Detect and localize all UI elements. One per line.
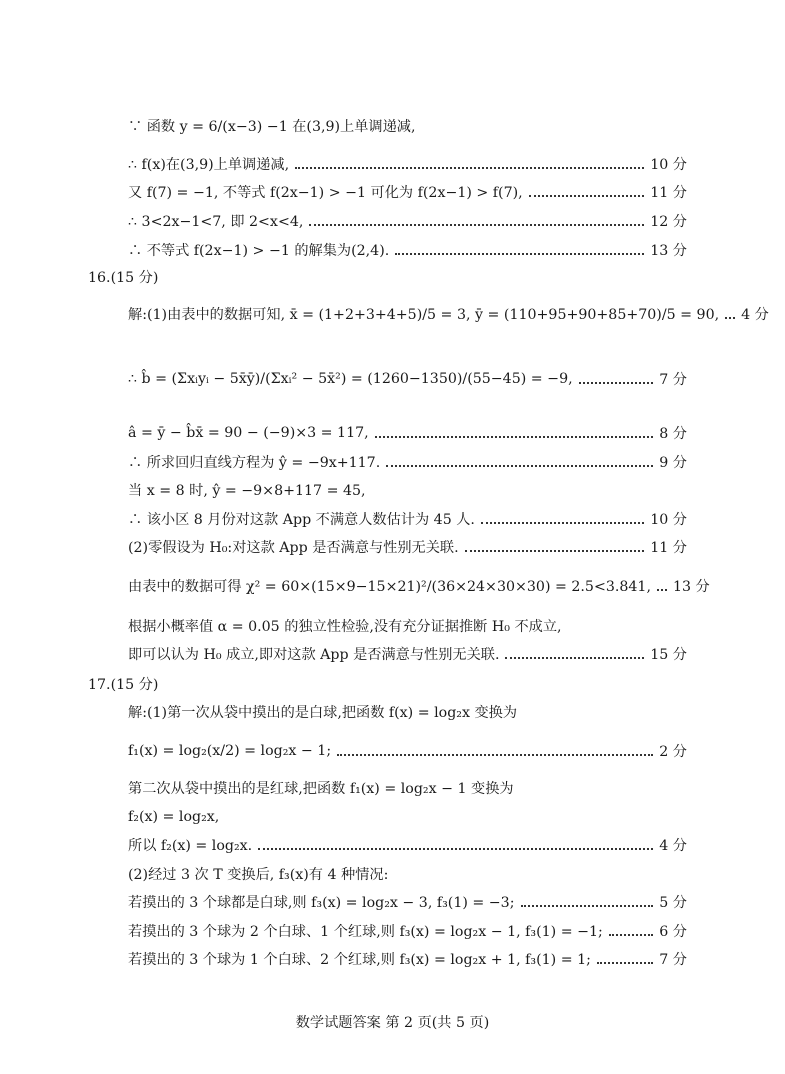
dot-leader — [309, 224, 644, 226]
score-label: 2 分 — [659, 744, 687, 760]
line-15 — [128, 613, 687, 639]
score-label: 5 分 — [659, 895, 687, 911]
line-5 — [128, 237, 687, 263]
score-label: 4 分 — [741, 307, 769, 323]
dot-leader — [609, 934, 653, 936]
score-label: 4 分 — [659, 838, 687, 854]
line-text: ∴ 3<2x−1<7, 即 2<x<4, — [128, 214, 304, 230]
line-1 — [128, 113, 687, 139]
line-text: (2)经过 3 次 T 变换后, f₃(x)有 4 种情况: — [128, 867, 389, 883]
line-text: 若摸出的 3 个球都是白球,则 f₃(x) = log₂x − 3, f₃(1) = −3; — [128, 895, 515, 911]
line-18 — [128, 699, 687, 725]
line-text: ∴ f(x)在(3,9)上单调递减, — [128, 157, 290, 173]
dot-leader — [295, 167, 644, 169]
dot-leader — [521, 905, 654, 907]
score-label: 6 分 — [659, 924, 687, 940]
dot-leader — [481, 522, 644, 524]
line-text: â = ȳ − b̂x̄ = 90 − (−9)×3 = 117, — [128, 425, 369, 441]
line-text: (2)零假设为 H₀:对这款 App 是否满意与性别无关联. — [128, 540, 459, 556]
problem-17-heading — [88, 671, 687, 697]
line-16 — [128, 641, 687, 667]
line-11 — [128, 477, 687, 503]
line-text: ∴ 不等式 f(2x−1) > −1 的解集为(2,4). — [128, 243, 390, 259]
line-text: 第二次从袋中摸出的是红球,把函数 f₁(x) = log₂x − 1 变换为 — [128, 781, 514, 797]
page-footer: 数学试题答案 第 2 页(共 5 页) — [295, 1015, 490, 1031]
line-text: 根据小概率值 α = 0.05 的独立性检验,没有充分证据推断 H₀ 不成立, — [128, 619, 562, 635]
dot-leader — [395, 253, 644, 255]
dot-leader — [505, 657, 644, 659]
score-label: 9 分 — [659, 455, 687, 471]
dot-leader — [529, 195, 645, 197]
line-12 — [128, 506, 687, 532]
line-23 — [128, 861, 687, 887]
line-8 — [128, 366, 687, 392]
score-label: 7 分 — [659, 952, 687, 968]
line-text: 由表中的数据可得 χ² = 60×(15×9−15×21)²/(36×24×30×30) = 2.5<3.841, — [128, 579, 651, 595]
score-label: 8 分 — [659, 426, 687, 442]
line-text: 又 f(7) = −1, 不等式 f(2x−1) > −1 可化为 f(2x−1) > f(7), — [128, 185, 523, 201]
score-label: 11 分 — [650, 540, 687, 556]
line-text: f₂(x) = log₂x, — [128, 809, 220, 825]
dot-leader — [465, 550, 645, 552]
line-9 — [128, 420, 687, 446]
line-22 — [128, 832, 687, 858]
line-text: 17.(15 分) — [88, 677, 159, 693]
line-13 — [128, 534, 687, 560]
score-label: 11 分 — [650, 185, 687, 201]
line-text: 解:(1)第一次从袋中摸出的是白球,把函数 f(x) = log₂x 变换为 — [128, 705, 518, 721]
dot-leader — [258, 848, 653, 850]
line-21 — [128, 804, 687, 830]
score-label: 10 分 — [650, 157, 687, 173]
problem-16-heading — [88, 264, 687, 290]
dot-leader — [337, 754, 653, 756]
score-label: 12 分 — [650, 214, 687, 230]
dot-leader — [579, 382, 654, 384]
line-text: 即可以认为 H₀ 成立,即对这款 App 是否满意与性别无关联. — [128, 647, 500, 663]
line-19 — [128, 738, 687, 764]
line-text: f₁(x) = log₂(x/2) = log₂x − 1; — [128, 743, 332, 759]
score-label: 10 分 — [650, 512, 687, 528]
line-20 — [128, 775, 687, 801]
line-text: 若摸出的 3 个球为 2 个白球、1 个红球,则 f₃(x) = log₂x − 1, f₃(1) = −1; — [128, 924, 603, 940]
line-25 — [128, 918, 687, 944]
dot-leader — [386, 465, 653, 467]
line-text: 所以 f₂(x) = log₂x. — [128, 838, 253, 854]
score-label: 13 分 — [672, 579, 710, 595]
score-label: 15 分 — [650, 647, 687, 663]
line-text: 16.(15 分) — [88, 270, 159, 286]
line-text: 当 x = 8 时, ŷ = −9×8+117 = 45, — [128, 483, 366, 499]
line-24 — [128, 889, 687, 915]
score-label: 13 分 — [650, 243, 687, 259]
dot-leader — [657, 589, 667, 591]
line-10 — [128, 449, 687, 475]
line-text: ∵ 函数 y = 6/(x−3) −1 在(3,9)上单调递减, — [128, 119, 416, 135]
dot-leader — [375, 436, 654, 438]
line-text: 解:(1)由表中的数据可知, x̄ = (1+2+3+4+5)/5 = 3, ȳ = (110+95+90+85+70)/5 = 90, — [128, 307, 720, 323]
line-text: ∴ 所求回归直线方程为 ŷ = −9x+117. — [128, 455, 381, 471]
line-7 — [128, 301, 769, 327]
line-4 — [128, 208, 687, 234]
dot-leader — [725, 317, 735, 319]
line-14 — [128, 573, 710, 599]
line-text: ∴ b̂ = (Σxᵢyᵢ − 5x̄ȳ)/(Σxᵢ² − 5x̄²) = (1260−1350)/(55−45) = −9, — [128, 371, 573, 387]
line-2 — [128, 151, 687, 177]
line-26 — [128, 946, 687, 972]
score-label: 7 分 — [659, 372, 687, 388]
dot-leader — [597, 962, 653, 964]
line-3 — [128, 179, 687, 205]
line-text: 若摸出的 3 个球为 1 个白球、2 个红球,则 f₃(x) = log₂x + 1, f₃(1) = 1; — [128, 952, 591, 968]
line-text: ∴ 该小区 8 月份对这款 App 不满意人数估计为 45 人. — [128, 512, 475, 528]
